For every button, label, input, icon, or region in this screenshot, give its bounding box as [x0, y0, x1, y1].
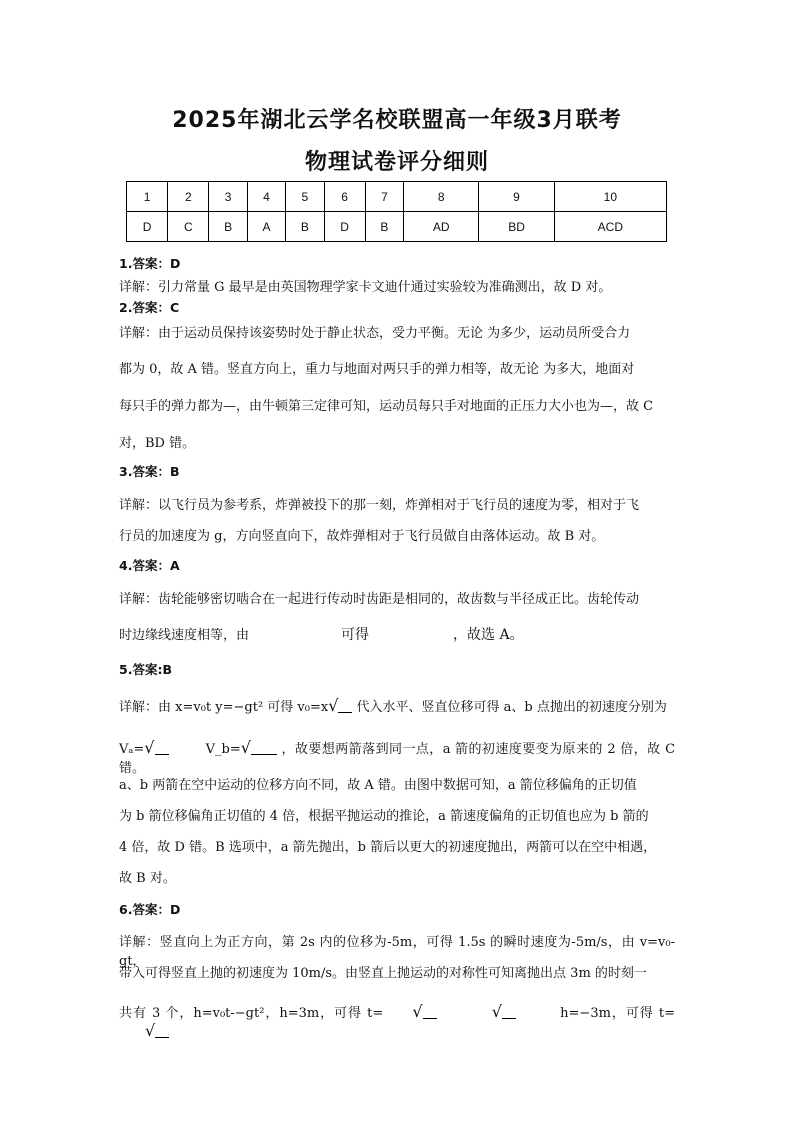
answer-table-answer-row: [127, 212, 667, 242]
q1-explanation-line: 详解：引力常量 G 最早是由英国物理学家卡文迪什通过实验较为准确测出，故 D 对。: [119, 280, 612, 295]
fraction-bar: [251, 745, 277, 755]
q4-heading: 4.答案：A: [119, 558, 180, 573]
q2-heading: 2.答案：C: [119, 300, 180, 315]
answer-cell: AD: [404, 212, 479, 242]
q5-text: Vₐ=: [119, 742, 145, 757]
answer-cell: B: [365, 212, 403, 242]
q6-explanation-line: [119, 1002, 675, 1040]
answer-cell: B: [286, 212, 324, 242]
q3-explanation-line: 行员的加速度为 g，方向竖直向下，故炸弹相对于飞行员做自由落体运动。故 B 对。: [119, 529, 605, 544]
answer-cell: D: [324, 212, 365, 242]
q2-explanation-line: 每只手的弹力都为—，由牛顿第三定律可知，运动员每只手对地面的正压力大小也为—，故 C: [119, 399, 654, 414]
question-number: 3: [209, 182, 247, 212]
q6-text: 共有 3 个，h=v₀t-−gt²，h=3m，可得 t=: [119, 1006, 384, 1021]
q5-text: V_b=: [205, 742, 241, 757]
question-number: 8: [404, 182, 479, 212]
q5-explanation-line: 为 b 箭位移偏角正切值的 4 倍，根据平抛运动的推论，a 箭速度偏角的正切值也应为 b 箭的: [119, 809, 649, 824]
question-number: 9: [479, 182, 554, 212]
document-subtitle: 物理试卷评分细则: [304, 150, 489, 175]
question-number: 2: [168, 182, 209, 212]
q5-text: 代入水平、竖直位移可得 a、b 点抛出的初速度分别为: [356, 700, 667, 715]
q2-explanation-line: 对，BD 错。: [119, 436, 196, 451]
sqrt-symbol-icon: √: [145, 1021, 156, 1040]
q6-text: h=−3m，可得 t=: [560, 1006, 675, 1021]
question-number: 1: [127, 182, 168, 212]
q4-text: 时边缘线速度相等，由: [119, 628, 250, 643]
fraction-bar: [155, 745, 169, 755]
fraction-bar: [155, 1028, 169, 1038]
question-number: 4: [247, 182, 285, 212]
answer-table: [126, 181, 667, 242]
answer-cell: D: [127, 212, 168, 242]
q4-explanation-line: [119, 624, 675, 644]
q5-explanation-line: [119, 696, 675, 715]
q4-text: 可得: [341, 627, 370, 643]
sqrt-symbol-icon: √: [144, 738, 155, 757]
q6-explanation-line: 带入可得竖直上抛的初速度为 10m/s。由竖直上抛运动的对称性可知离抛出点 3m 的时刻一: [119, 966, 647, 981]
q4-text: ，故选 A。: [453, 627, 524, 643]
q6-heading: 6.答案：D: [119, 902, 181, 917]
sqrt-symbol-icon: √: [491, 1002, 502, 1021]
q1-heading: 1.答案：D: [119, 256, 181, 271]
question-number: 10: [554, 182, 666, 212]
q2-explanation-line: 都为 0，故 A 错。竖直方向上，重力与地面对两只手的弹力相等，故无论 为多大，地面对: [119, 362, 635, 377]
question-number: 5: [286, 182, 324, 212]
fraction-bar: [502, 1009, 516, 1019]
question-number: 6: [324, 182, 365, 212]
q5-text: 详解：由 x=v₀t y=−gt² 可得 v₀=x: [119, 700, 329, 715]
document-title: 2025年湖北云学名校联盟高一年级3月联考: [172, 108, 622, 133]
q5-explanation-line: 故 B 对。: [119, 871, 176, 886]
q3-heading: 3.答案：B: [119, 464, 180, 479]
sqrt-symbol-icon: √: [412, 1002, 423, 1021]
fraction-bar: [423, 1009, 437, 1019]
q5-explanation-line: 4 倍，故 D 错。B 选项中，a 箭先抛出，b 箭后以更大的初速度抛出，两箭可以在空中相遇，: [119, 840, 657, 855]
answer-cell: B: [209, 212, 247, 242]
q5-explanation-line: a、b 两箭在空中运动的位移方向不同，故 A 错。由图中数据可知，a 箭位移偏角的正切值: [119, 778, 637, 793]
sqrt-symbol-icon: √: [328, 696, 339, 715]
q5-heading: 5.答案:B: [119, 662, 172, 677]
q6-explanation-line: 详解：竖直向上为正方向，第 2s 内的位移为-5m，可得 1.5s 的瞬时速度为-5m/s，由 v=v₀-gt，: [119, 935, 675, 969]
answer-cell: A: [247, 212, 285, 242]
answer-cell: ACD: [554, 212, 666, 242]
question-number: 7: [365, 182, 403, 212]
fraction-bar: [338, 703, 352, 713]
q5-text: ，故要想两箭落到同一点，a 箭的初速度要变为原来的 2 倍，故 C 错。: [119, 742, 676, 776]
q3-explanation-line: 详解：以飞行员为参考系，炸弹被投下的那一刻，炸弹相对于飞行员的速度为零，相对于飞: [119, 498, 640, 513]
q4-explanation-line: 详解：齿轮能够密切啮合在一起进行传动时齿距是相同的，故齿数与半径成正比。齿轮传动: [119, 592, 640, 607]
answer-cell: C: [168, 212, 209, 242]
q5-explanation-line: [119, 738, 675, 776]
answer-cell: BD: [479, 212, 554, 242]
answer-table-number-row: [127, 182, 667, 212]
sqrt-symbol-icon: √: [240, 738, 251, 757]
q2-explanation-line: 详解：由于运动员保持该姿势时处于静止状态，受力平衡。无论 为多少，运动员所受合力: [119, 326, 631, 341]
